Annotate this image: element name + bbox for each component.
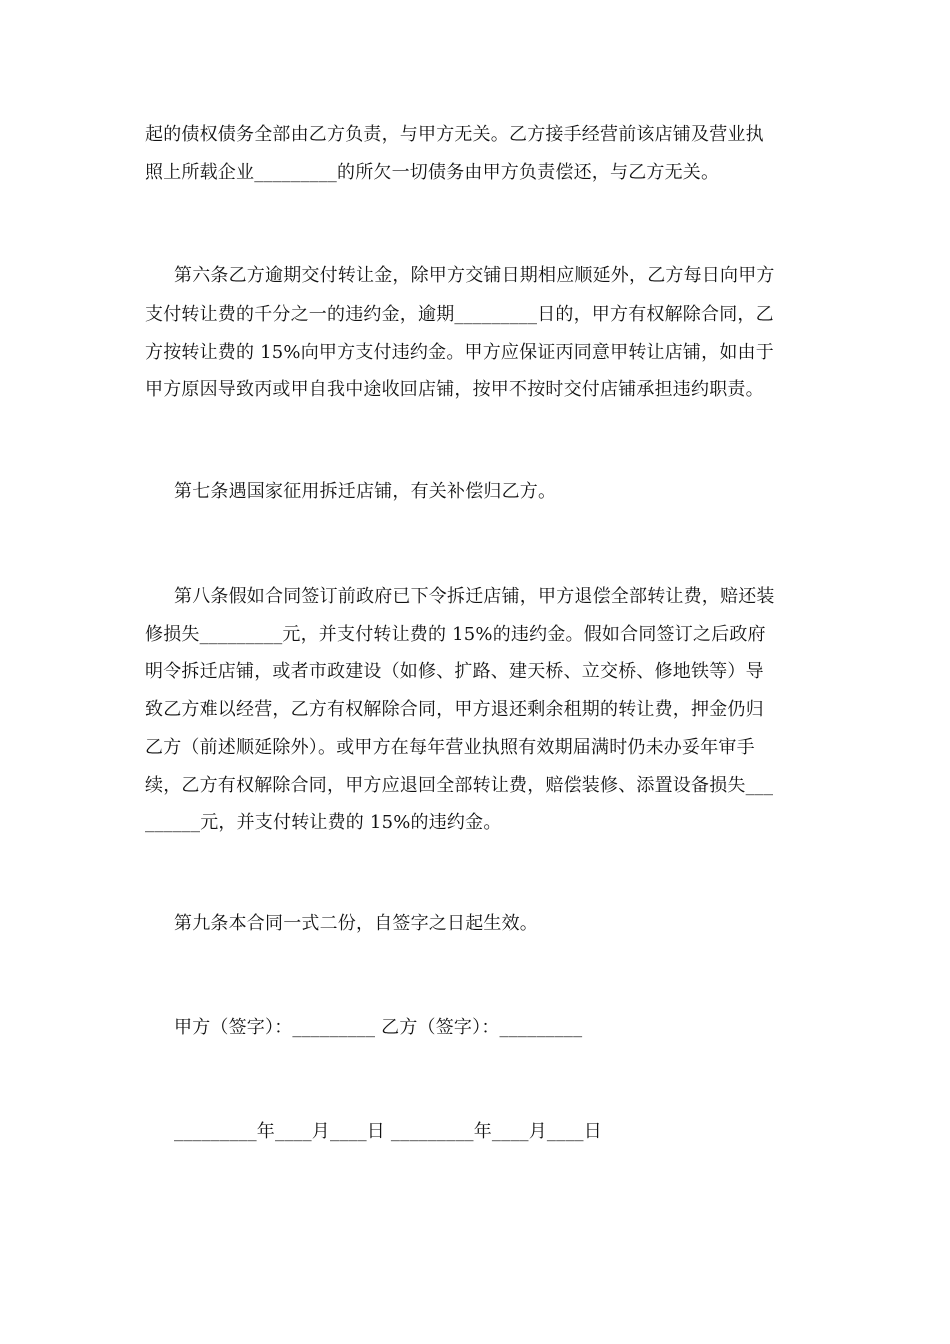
text-line: 续，乙方有权解除合同，甲方应退回全部转让费，赔偿装修、添置设备损失___ (145, 775, 774, 796)
text-line: 甲方原因导致丙或甲自我中途收回店铺，按甲不按时交付店铺承担违约职责。 (145, 379, 764, 400)
text-line: 第七条遇国家征用拆迁店铺，有关补偿归乙方。 (174, 481, 557, 502)
text-line: 支付转让费的千分之一的违约金，逾期_________日的，甲方有权解除合同，乙 (145, 304, 774, 325)
text-line: 方按转让费的 15%向甲方支付违约金。甲方应保证丙同意甲转让店铺，如由于 (145, 342, 774, 363)
signature-line: 甲方（签字）：_________ 乙方（签字）：_________ (174, 1017, 583, 1038)
date-line: _________年____月____日 _________年____月____日 (174, 1121, 602, 1142)
text-line: 致乙方难以经营，乙方有权解除合同，甲方退还剩余租期的转让费，押金仍归 (145, 699, 764, 720)
text-line: 起的债权债务全部由乙方负责，与甲方无关。乙方接手经营前该店铺及营业执 (145, 124, 764, 145)
text-line: 乙方（前述顺延除外）。或甲方在每年营业执照有效期届满时仍未办妥年审手 (145, 737, 755, 758)
text-line: 照上所载企业_________的所欠一切债务由甲方负责偿还，与乙方无关。 (145, 162, 720, 183)
text-line: 明令拆迁店铺，或者市政建设（如修、扩路、建天桥、立交桥、修地铁等）导 (145, 661, 764, 682)
text-line: 修损失_________元，并支付转让费的 15%的违约金。假如合同签订之后政府 (145, 624, 766, 645)
text-line: 第八条假如合同签订前政府已下令拆迁店铺，甲方退偿全部转让费，赔还装 (174, 586, 775, 607)
text-line: ______元，并支付转让费的 15%的违约金。 (145, 812, 502, 833)
text-line: 第六条乙方逾期交付转让金，除甲方交铺日期相应顺延外，乙方每日向甲方 (174, 265, 775, 286)
text-line: 第九条本合同一式二份，自签字之日起生效。 (174, 913, 538, 934)
